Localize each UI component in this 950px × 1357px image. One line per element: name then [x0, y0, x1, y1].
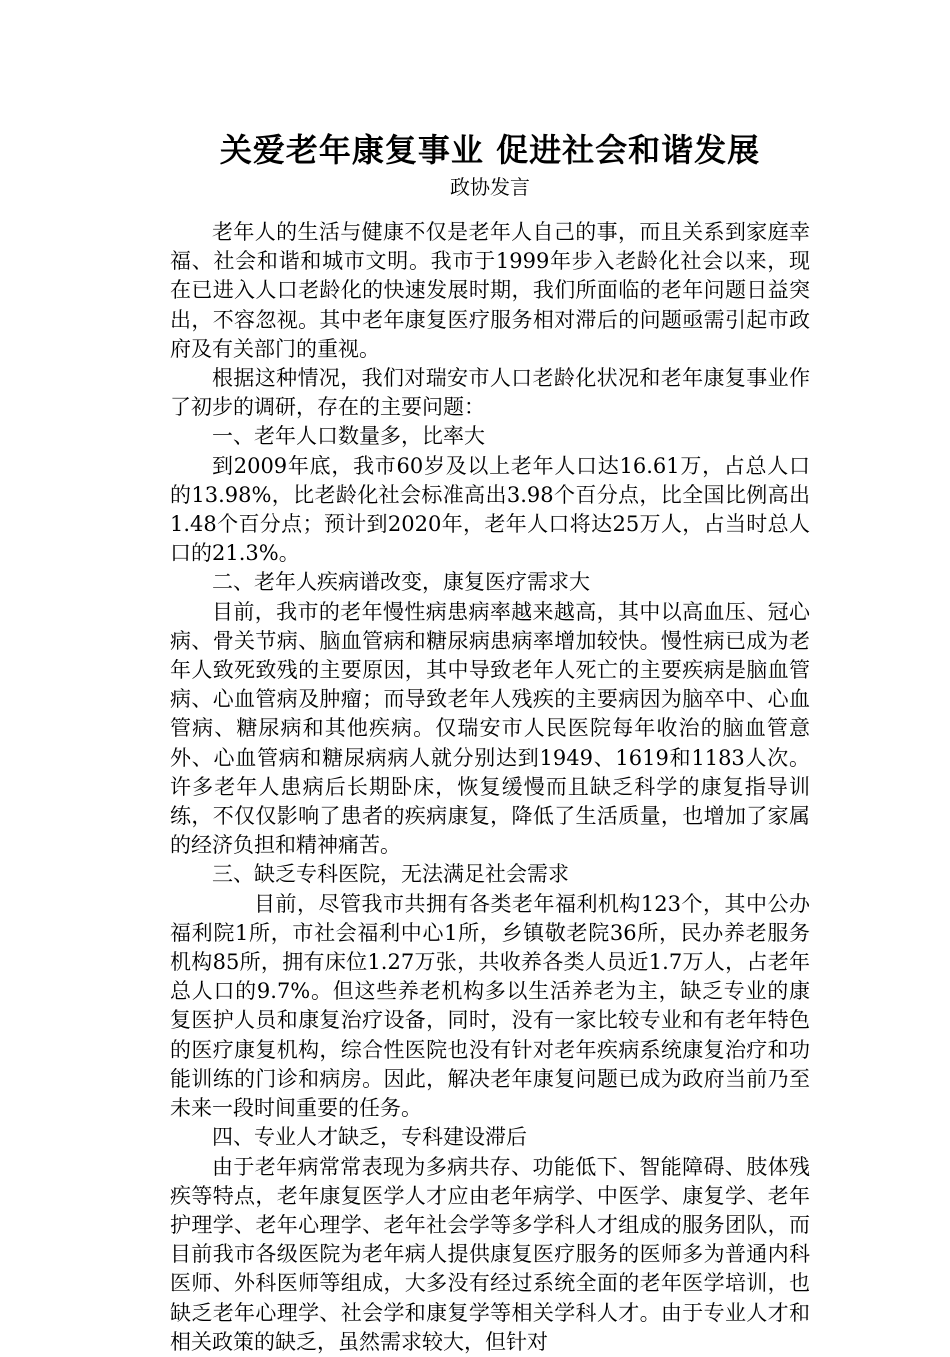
document-body: [170, 218, 810, 1357]
document-subtitle: 政协发言: [450, 175, 530, 199]
section-heading-1: 一、老年人口数量多，比率大: [212, 424, 485, 449]
document-page: [170, 128, 810, 1357]
paragraph-survey: 根据这种情况，我们对瑞安市人口老龄化状况和老年康复事业作了初步的调研，存在的主要问题：: [170, 366, 810, 420]
section-heading-3: 三、缺乏专科医院，无法满足社会需求: [212, 862, 569, 887]
paragraph-section-3: 目前，尽管我市共拥有各类老年福利机构123个，其中公办福利院1所，市社会福利中心1所，乡镇敬老院36所，民办养老服务机构85所，拥有床位1.27万张，共收养各类人员近1.7万人，占老年总人口的9.7%。但这些养老机构多以生活养老为主，缺乏专业的康复医护人员和康复治疗设备，同时，没有一家比较专业和有老年特色的医疗康复机构，综合性医院也没有针对老年疾病系统康复治疗和功能训练的门诊和病房。因此，解决老年康复问题已成为政府当前乃至未来一段时间重要的任务。: [170, 891, 810, 1121]
paragraph-section-4: 由于老年病常常表现为多病共存、功能低下、智能障碍、肢体残疾等特点，老年康复医学人才应由老年病学、中医学、康复学、老年护理学、老年心理学、老年社会学等多学科人才组成的服务团队，而目前我市各级医院为老年病人提供康复医疗服务的医师多为普通内科医师、外科医师等组成，大多没有经过系统全面的老年医学培训，也缺乏老年心理学、社会学和康复学等相关学科人才。由于专业人才和相关政策的缺乏，虽然需求较大，但针对: [170, 1154, 810, 1354]
section-heading-2: 二、老年人疾病谱改变，康复医疗需求大: [212, 570, 590, 595]
paragraph-section-2: 目前，我市的老年慢性病患病率越来越高，其中以高血压、冠心病、骨关节病、脑血管病和糖尿病患病率增加较快。慢性病已成为老年人致死致残的主要原因，其中导致老年人死亡的主要疾病是脑血管病、心血管病及肿瘤；而导致老年人残疾的主要病因为脑卒中、心血管病、糖尿病和其他疾病。仅瑞安市人民医院每年收治的脑血管意外、心血管病和糖尿病病人就分别达到1949、1619和1183人次。许多老年人患病后长期卧床，恢复缓慢而且缺乏科学的康复指导训练，不仅仅影响了患者的疾病康复，降低了生活质量，也增加了家属的经济负担和精神痛苦。: [170, 599, 810, 858]
document-title: 关爱老年康复事业 促进社会和谐发展: [219, 131, 761, 169]
paragraph-section-1: 到2009年底，我市60岁及以上老年人口达16.61万，占总人口的13.98%，比老龄化社会标准高出3.98个百分点，比全国比例高出1.48个百分点；预计到2020年，老年人口将达25万人，占当时总人口的21.3%。: [170, 453, 810, 566]
paragraph-intro: 老年人的生活与健康不仅是老年人自己的事，而且关系到家庭幸福、社会和谐和城市文明。我市于1999年步入老龄化社会以来，现在已进入人口老龄化的快速发展时期，我们所面临的老年问题日益突出，不容忽视。其中老年康复医疗服务相对滞后的问题亟需引起市政府及有关部门的重视。: [170, 220, 810, 361]
section-heading-4: 四、专业人才缺乏，专科建设滞后: [212, 1125, 527, 1150]
